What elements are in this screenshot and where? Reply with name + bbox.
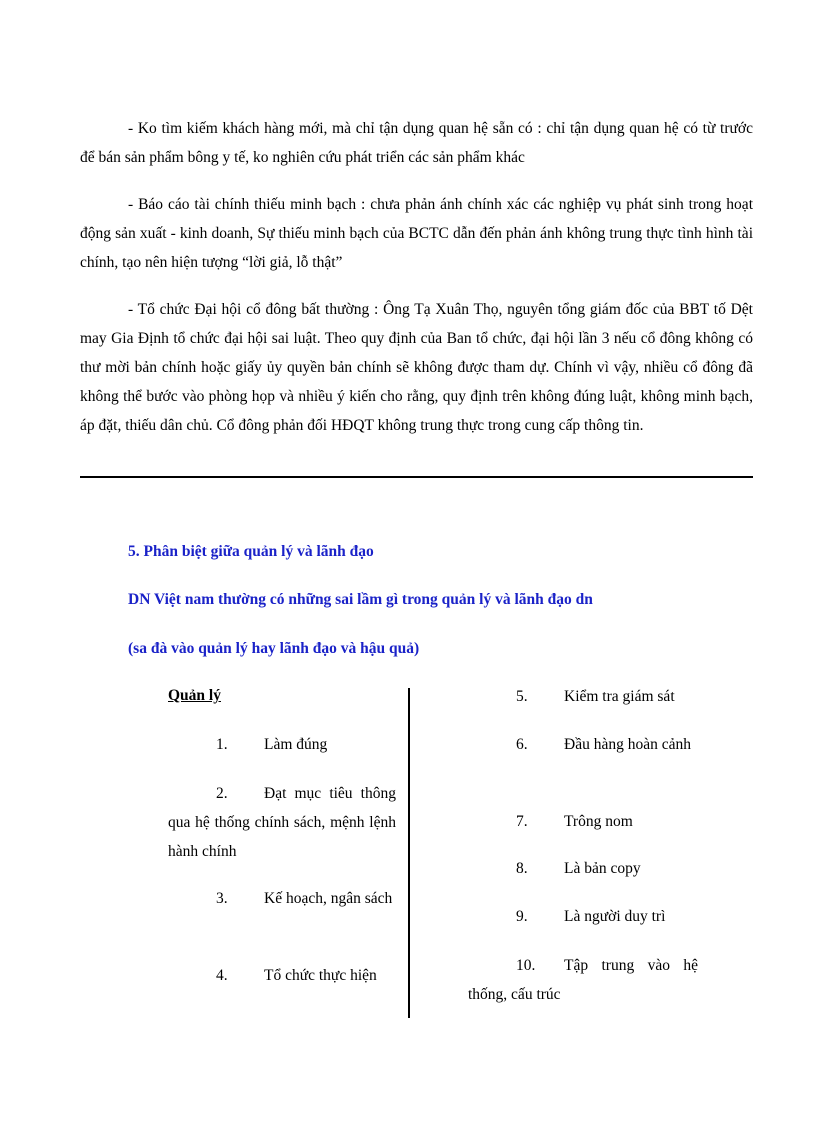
item-text: Tổ chức thực hiện [264, 967, 377, 984]
list-item [468, 730, 698, 759]
section-subquestion: (sa đà vào quản lý hay lãnh đạo và hậu quả) [128, 640, 420, 657]
item-number: 9. [516, 908, 528, 925]
item-text: Kiểm tra giám sát [564, 688, 675, 705]
list-item [168, 779, 396, 866]
item-text: Tập trung vào hệ thống, cấu trúc [468, 957, 698, 1003]
item-text: Đầu hàng hoàn cảnh [564, 736, 691, 753]
item-text: Là bản copy [564, 860, 641, 877]
item-text: Là người duy trì [564, 908, 666, 925]
list-item [168, 884, 396, 913]
list-item [468, 807, 698, 836]
item-number: 8. [516, 860, 528, 877]
item-number: 10. [516, 957, 536, 974]
list-item [468, 951, 698, 1009]
list-item [168, 730, 396, 759]
list-item [468, 682, 698, 711]
horizontal-divider [80, 476, 753, 478]
item-number: 2. [216, 785, 228, 802]
management-column-title: Quản lý [168, 687, 221, 704]
paragraph-financial-report: - Báo cáo tài chính thiếu minh bạch : chưa phản ánh chính xác các nghiệp vụ phát sinh trong hoạt động sản xuất - kinh doanh, Sự thiếu minh bạch của BCTC dẫn đến phản ánh không trung thực tình hình tài chính, tạo nên hiện tượng “lời giả, lỗ thật” [80, 196, 753, 271]
item-text: Làm đúng [264, 736, 328, 753]
item-number: 5. [516, 688, 528, 705]
list-item [168, 961, 396, 990]
item-text: Trông nom [564, 813, 633, 830]
list-item [468, 902, 698, 931]
item-number: 6. [516, 736, 528, 753]
item-text: Đạt mục tiêu thông qua hệ thống chính sách, mệnh lệnh hành chính [168, 785, 396, 860]
paragraph-customer: - Ko tìm kiếm khách hàng mới, mà chỉ tận dụng quan hệ sẵn có : chỉ tận dụng quan hệ có từ trước để bán sản phẩm bông y tế, ko nghiên cứu phát triển các sản phẩm khác [80, 120, 753, 166]
item-number: 4. [216, 967, 228, 984]
paragraph-shareholder-meeting: - Tổ chức Đại hội cổ đông bất thường : Ông Tạ Xuân Thọ, nguyên tổng giám đốc của BBT tố Dệt may Gia Định tổ chức đại hội sai luật. Theo quy định của Ban tổ chức, đại hội lần 3 nếu cổ đông không có thư mời bản chính hoặc giấy ủy quyền bản chính sẽ không được tham dự. Chính vì vậy, nhiều cổ đông đã không thể bước vào phòng họp và nhiều ý kiến cho rằng, quy định trên không đúng luật, không minh bạch, áp đặt, thiếu dân chủ. Cổ đông phản đối HĐQT không trung thực trong cung cấp thông tin. [80, 301, 753, 434]
item-text: Kế hoạch, ngân sách [264, 890, 393, 907]
item-number: 3. [216, 890, 228, 907]
item-number: 1. [216, 736, 228, 753]
section-question: DN Việt nam thường có những sai lầm gì trong quản lý và lãnh đạo dn [128, 591, 593, 608]
item-number: 7. [516, 813, 528, 830]
list-item [468, 854, 698, 883]
section-heading: 5. Phân biệt giữa quản lý và lãnh đạo [128, 543, 374, 560]
column-divider [408, 688, 410, 1018]
